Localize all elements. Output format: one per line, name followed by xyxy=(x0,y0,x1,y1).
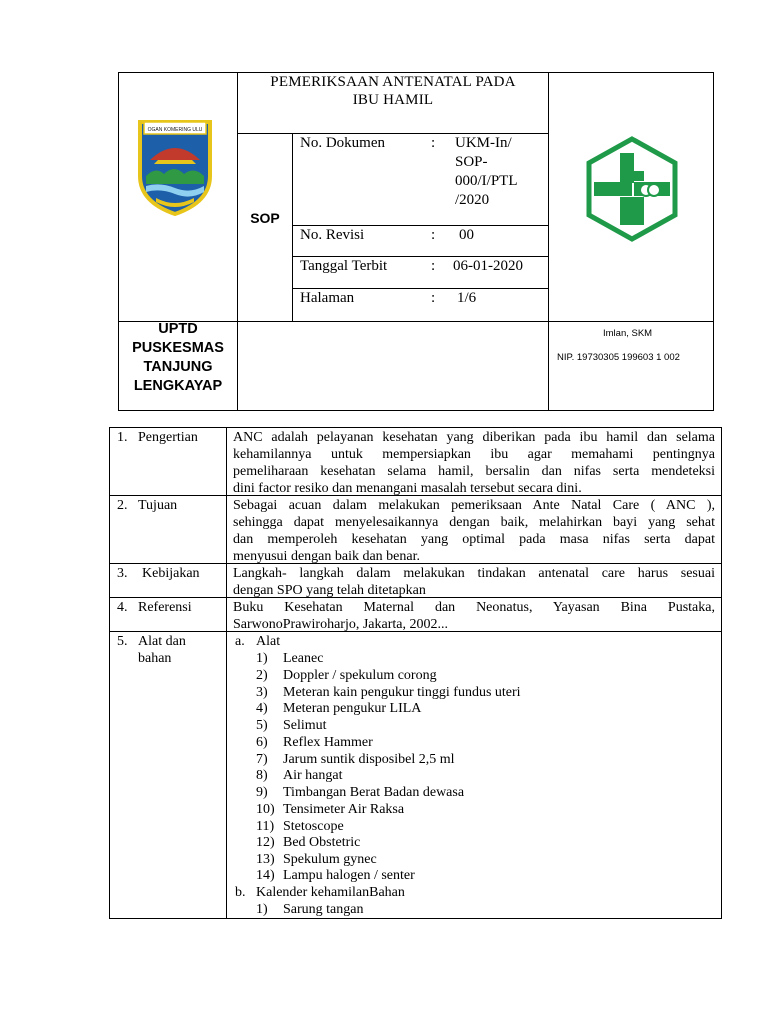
meta-value-revisi: 00 xyxy=(459,227,474,243)
meta-sep-dokumen: : xyxy=(431,135,436,151)
list-item-num: 2) xyxy=(256,668,268,683)
meta-sep-revisi: : xyxy=(431,227,436,243)
meta-label-tanggal: Tanggal Terbit xyxy=(300,258,388,274)
text-line: dini factor resiko dan menangani masalah tersebut secara dini. xyxy=(233,481,582,496)
list-item-num: 14) xyxy=(256,868,275,883)
section-title-tujuan: Tujuan xyxy=(138,498,178,513)
list-item: Timbangan Berat Badan dewasa xyxy=(283,785,465,800)
list-item: Meteran pengukur LILA xyxy=(283,701,422,716)
list-item-num: 8) xyxy=(256,768,268,783)
list-item-num: 12) xyxy=(256,835,275,850)
list-item-num: 3) xyxy=(256,685,268,700)
meta-label-dokumen: No. Dokumen xyxy=(300,135,385,151)
section-title-referensi: Referensi xyxy=(138,600,192,615)
sop-label: SOP xyxy=(250,210,280,226)
section-number: 3. xyxy=(117,566,128,581)
org-line: TANJUNG xyxy=(143,359,213,375)
list-a-label: a. xyxy=(235,634,245,649)
regional-seal-logo xyxy=(134,114,216,218)
list-item-num: 13) xyxy=(256,852,275,867)
section-number: 4. xyxy=(117,600,128,615)
meta-value-line: UKM-In/ xyxy=(455,135,512,151)
signatory-nip: NIP. 19730305 199603 1 002 xyxy=(557,352,680,363)
list-item-num: 5) xyxy=(256,718,268,733)
section-number: 5. xyxy=(117,634,128,649)
section-body-kebijakan xyxy=(233,565,715,599)
list-item: Bed Obstetric xyxy=(283,835,361,850)
text-line: Sebagai acuan dalam melakukan pemeriksaan Ante Natal Care ( ANC ), xyxy=(233,498,715,513)
meta-label-revisi: No. Revisi xyxy=(300,227,365,243)
list-item-num: 6) xyxy=(256,735,268,750)
list-item-num: 7) xyxy=(256,752,268,767)
title-line-2: IBU HAMIL xyxy=(352,92,434,108)
list-item-num: 10) xyxy=(256,802,275,817)
section-title-kebijakan: Kebijakan xyxy=(142,566,200,581)
meta-value-line: /2020 xyxy=(455,192,490,208)
list-item: Jarum suntik disposibel 2,5 ml xyxy=(283,752,455,767)
text-line: SarwonoPrawiroharjo, Jakarta, 2002... xyxy=(233,617,449,632)
meta-value-halaman: 1/6 xyxy=(457,290,477,306)
seal-text: OGAN KOMERING ULU xyxy=(147,127,203,133)
list-a-title: Alat xyxy=(256,634,281,649)
text-line: kehamilannya untuk mempersiapkan ibu agar memahami pentingnya xyxy=(233,447,715,462)
meta-value-tanggal: 06-01-2020 xyxy=(453,258,523,274)
meta-label-halaman: Halaman xyxy=(300,290,355,306)
list-b-label: b. xyxy=(235,885,246,900)
list-item: Doppler / spekulum corong xyxy=(283,668,437,683)
list-item-num: 1) xyxy=(256,651,268,666)
title-line: Alat dan xyxy=(138,634,186,649)
section-title-alat-bahan xyxy=(138,633,186,667)
org-line: LENGKAYAP xyxy=(133,378,223,394)
section-number: 2. xyxy=(117,498,128,513)
title-line-1: PEMERIKSAAN ANTENATAL PADA xyxy=(270,74,516,90)
text-line: Langkah- langkah dalam melakukan tindakan antenatal care harus sesuai xyxy=(233,566,715,581)
org-line: PUSKESMAS xyxy=(132,340,224,356)
org-line: UPTD xyxy=(158,321,198,337)
list-item: Reflex Hammer xyxy=(283,735,373,750)
list-item-num: 11) xyxy=(256,819,275,834)
list-item-num: 4) xyxy=(256,701,268,716)
list-item: Meteran kain pengukur tinggi fundus uteri xyxy=(283,685,521,700)
section-number: 1. xyxy=(117,430,128,445)
list-item: Air hangat xyxy=(283,768,343,783)
list-item: Spekulum gynec xyxy=(283,852,377,867)
meta-value-line: 000/I/PTL xyxy=(455,173,518,189)
section-body-pengertian xyxy=(233,429,715,497)
organization-name xyxy=(119,320,237,396)
title-line: bahan xyxy=(138,651,172,666)
signatory-name: Imlan, SKM xyxy=(603,328,653,339)
text-line: menyusui dengan baik dan benar. xyxy=(233,549,421,564)
meta-value-dokumen xyxy=(455,134,518,210)
list-item: Tensimeter Air Raksa xyxy=(283,802,405,817)
meta-value-line: SOP- xyxy=(455,154,488,170)
text-line: dan memperoleh kesehatan yang optimal pada masa nifas serta dapat xyxy=(233,532,715,547)
list-b-title: Kalender kehamilanBahan xyxy=(256,885,405,900)
list-item-num: 9) xyxy=(256,785,268,800)
section-title-pengertian: Pengertian xyxy=(138,430,198,445)
list-item: Leanec xyxy=(283,651,324,666)
text-line: ANC adalah pelayanan kesehatan yang diberikan pada ibu hamil dan selama xyxy=(233,430,715,445)
text-line: pemeliharaan kesehatan selama hamil, bersalin dan nifas serta mendeteksi xyxy=(233,464,715,479)
meta-sep-tanggal: : xyxy=(431,258,436,274)
section-body-tujuan xyxy=(233,497,715,565)
text-line: dengan SPO yang telah ditetapkan xyxy=(233,583,426,598)
list-item: Sarung tangan xyxy=(283,902,364,917)
list-item: Selimut xyxy=(283,718,327,733)
text-line: sehingga dapat menyelesaikannya dengan baik, melahirkan bayi yang sehat xyxy=(233,515,715,530)
meta-sep-halaman: : xyxy=(431,290,436,306)
document-title xyxy=(238,73,548,109)
list-item: Stetoscope xyxy=(283,819,344,834)
list-item: Lampu halogen / senter xyxy=(283,868,415,883)
section-body-referensi xyxy=(233,599,715,633)
puskesmas-logo xyxy=(583,135,681,243)
text-line: Buku Kesehatan Maternal dan Neonatus, Yayasan Bina Pustaka, xyxy=(233,600,715,615)
list-item-num: 1) xyxy=(256,902,268,917)
